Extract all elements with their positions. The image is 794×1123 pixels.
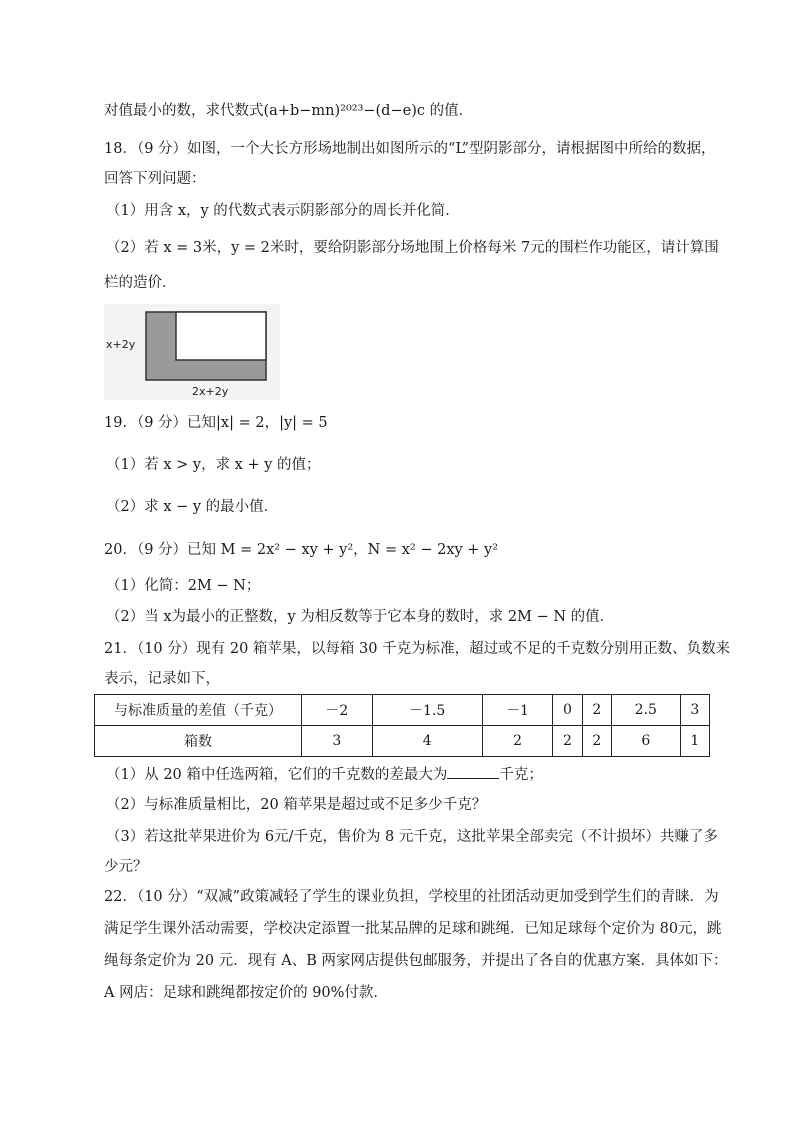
q18-part-1: （1）用含 x，y 的代数式表示阴影部分的周长并化简．: [106, 203, 460, 219]
table-cell: 0: [553, 695, 582, 726]
q18-part-2-1: （2）若 x = 3米，y = 2米时，要给阴影部分场地围上价格每米 7元的围栏作功能区，请计算围: [106, 240, 719, 256]
q21-part-3-2: 少元？: [104, 859, 148, 875]
q21-part-1-text: （1）从 20 箱中任选两箱，它们的千克数的差最大为: [106, 767, 448, 783]
q18-part-2-2: 栏的造价．: [104, 275, 177, 291]
table-cell: 4: [372, 726, 482, 757]
table-cell: 箱数: [95, 726, 302, 757]
q21-part-1: [106, 764, 543, 786]
table-cell: 2: [482, 726, 553, 757]
table-cell: －2: [302, 695, 373, 726]
q20-part-2: （2）当 x为最小的正整数，y 为相反数等于它本身的数时，求 2M − N 的值．: [106, 609, 615, 625]
q21-part-2: （2）与标准质量相比，20 箱苹果是超过或不足多少千克？: [106, 797, 487, 813]
bottom-dimension-label: 2x+2y: [192, 385, 229, 398]
q17-tail: 对值最小的数，求代数式(a+b−mn)²⁰²³−(d−e)c 的值．: [104, 103, 474, 119]
q21-stem-2: 表示，记录如下，: [104, 671, 220, 687]
table-row: [95, 726, 710, 757]
inner-white-rectangle: [176, 312, 266, 360]
table-cell: 3: [302, 726, 373, 757]
table-row: [95, 695, 710, 726]
table-cell: 2.5: [611, 695, 680, 726]
q22-stem-3: 绳每条定价为 20 元．现有 A、B 两家网店提供包邮服务，并提出了各自的优惠方案．具体如下：: [104, 953, 728, 969]
q21-part-3-1: （3）若这批苹果进价为 6元/千克，售价为 8 元千克，这批苹果全部卖完（不计损坏）共赚了多: [106, 829, 718, 845]
q20-stem: 20．（9 分）已知 M = 2x² − xy + y²，N = x² − 2xy + y²: [104, 542, 499, 558]
left-dimension-label: x+2y: [106, 338, 136, 351]
q22-stem-1: 22．（10 分）“双减”政策减轻了学生的课业负担，学校里的社团活动更加受到学生们的青睐．为: [104, 889, 719, 905]
table-cell: 2: [582, 695, 611, 726]
q18-stem-1: 18．（9 分）如图，一个大长方形场地制出如图所示的“L”型阴影部分，请根据图中所给的数据，: [104, 141, 716, 157]
table-cell: 与标准质量的差值（千克）: [95, 695, 302, 726]
table-cell: 3: [680, 695, 709, 726]
q20-part-1: （1）化简：2M − N；: [106, 578, 261, 594]
table-cell: 2: [553, 726, 582, 757]
q22-stem-4: A 网店：足球和跳绳都按定价的 90%付款．: [104, 985, 388, 1001]
q22-stem-2: 满足学生课外活动需要，学校决定添置一批某品牌的足球和跳绳．已知足球每个定价为 80元，跳: [104, 921, 722, 937]
l-shape-svg: [104, 304, 280, 400]
q19-part-2: （2）求 x − y 的最小值．: [106, 499, 279, 515]
table-cell: 1: [680, 726, 709, 757]
q19-stem: 19．（9 分）已知|x| = 2，|y| = 5: [104, 415, 328, 431]
weight-table: [94, 694, 710, 757]
q19-part-1: （1）若 x > y，求 x + y 的值；: [106, 457, 321, 473]
table-cell: 2: [582, 726, 611, 757]
table-cell: 6: [611, 726, 680, 757]
answer-blank[interactable]: [447, 764, 499, 779]
table-cell: －1.5: [372, 695, 482, 726]
q21-part-1-unit: 千克；: [499, 767, 543, 783]
l-shape-figure: [104, 304, 280, 400]
q21-stem-1: 21．（10 分）现有 20 箱苹果，以每箱 30 千克为标准，超过或不足的千克数分别用正数、负数来: [104, 641, 731, 657]
q18-stem-2: 回答下列问题：: [104, 171, 206, 187]
table-cell: －1: [482, 695, 553, 726]
